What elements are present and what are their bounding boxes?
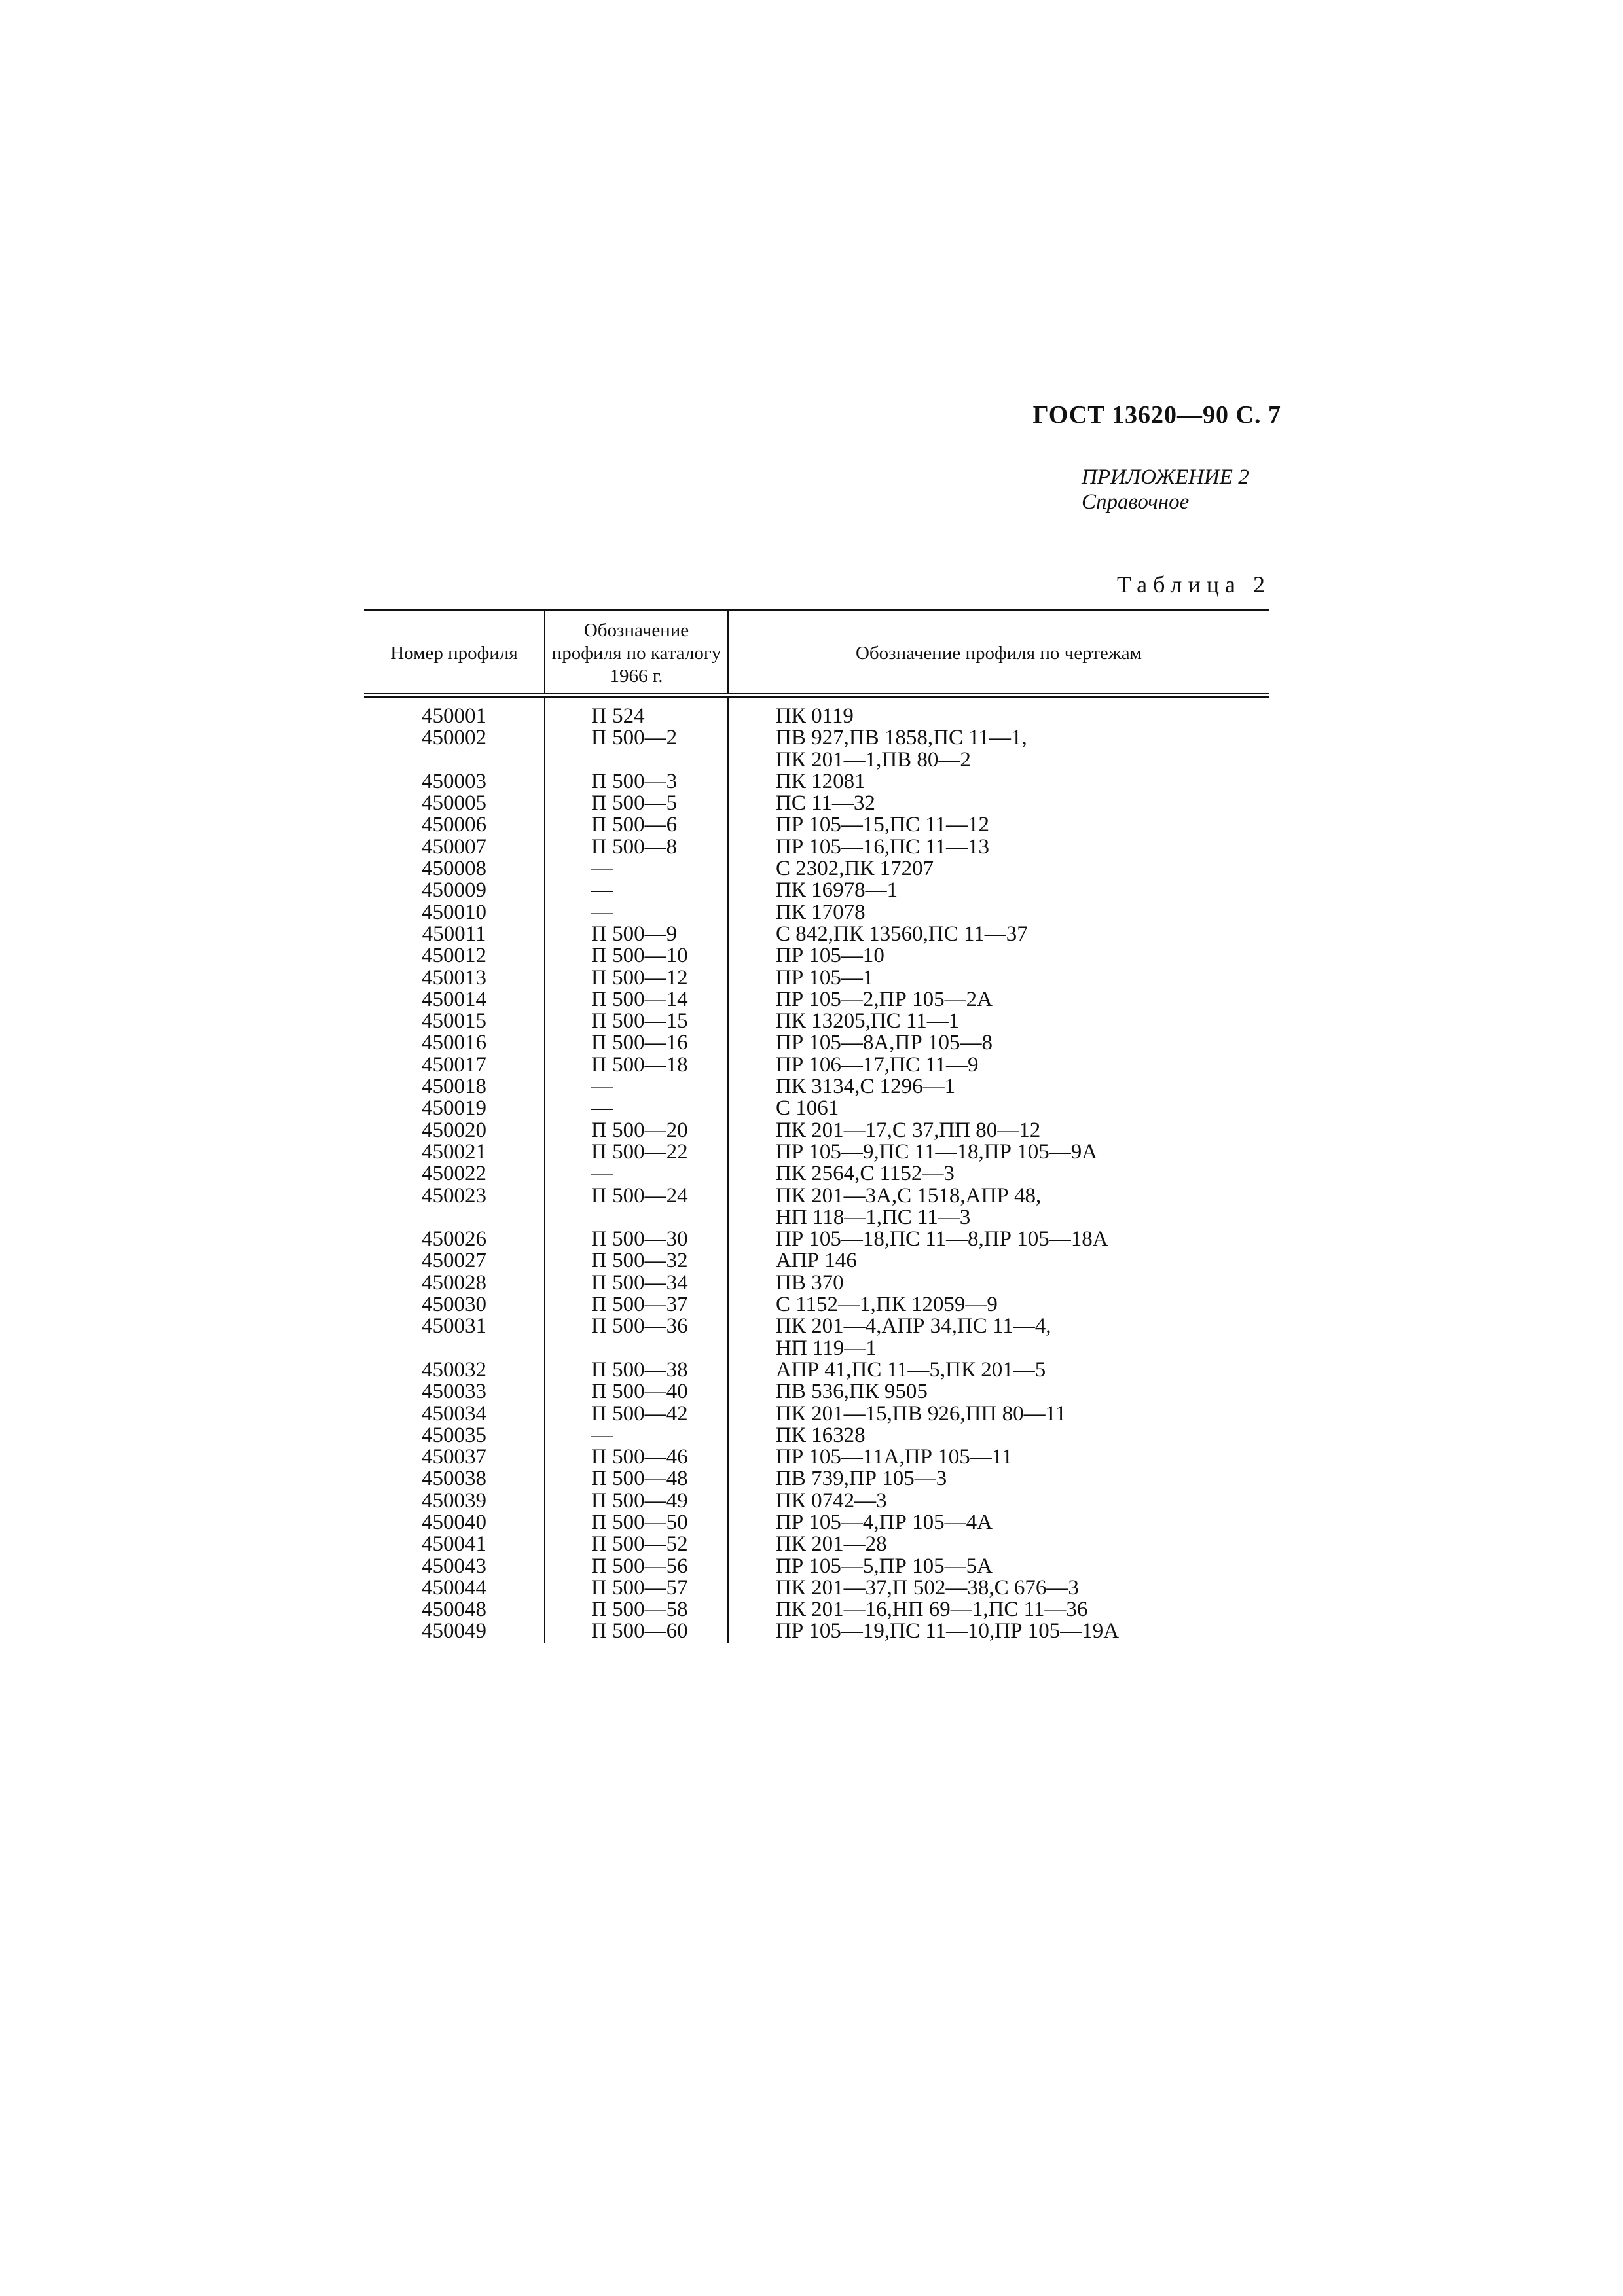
catalog-designation-cell: П 500—24 [545, 1185, 728, 1229]
drawing-designation-cell: ПР 105—16,ПС 11—13 [728, 836, 1269, 858]
catalog-designation-cell: П 500—36 [545, 1316, 728, 1359]
catalog-designation-cell: П 524 [545, 696, 728, 728]
profile-number-cell: 450009 [422, 878, 486, 903]
drawing-designation-cell: ПВ 739,ПР 105—3 [728, 1468, 1269, 1490]
table-row [364, 1556, 1269, 1577]
drawing-designation-cell: ПК 201—16,НП 69—1,ПС 11—36 [728, 1599, 1269, 1621]
catalog-designation-cell: П 500—46 [545, 1446, 728, 1468]
catalog-designation-cell: П 500—49 [545, 1490, 728, 1512]
catalog-designation-cell: П 500—50 [545, 1512, 728, 1534]
profile-number-cell: 450040 [422, 1510, 486, 1534]
drawing-designation-cell: ПР 105—8А,ПР 105—8 [728, 1032, 1269, 1054]
drawing-designation-cell: ПК 17078 [728, 902, 1269, 924]
catalog-designation-cell: П 500—52 [545, 1534, 728, 1555]
drawing-designation-cell: С 1061 [728, 1098, 1269, 1119]
catalog-designation-cell: П 500—56 [545, 1556, 728, 1577]
catalog-designation-cell: П 500—15 [545, 1011, 728, 1032]
profile-number-cell: 450021 [422, 1139, 486, 1164]
catalog-designation-cell: П 500—10 [545, 945, 728, 967]
appendix-block [1082, 465, 1249, 514]
table-row [364, 1272, 1269, 1294]
profile-number-cell: 450013 [422, 965, 486, 990]
table-row [364, 1512, 1269, 1534]
table-row [364, 1468, 1269, 1490]
drawing-designation-cell: ПК 0742—3 [728, 1490, 1269, 1512]
profile-number-cell: 450001 [422, 704, 486, 728]
table-row [364, 727, 1269, 771]
profile-number-cell: 450031 [422, 1314, 486, 1338]
catalog-designation-cell: — [545, 1098, 728, 1119]
profile-number-cell: 450043 [422, 1554, 486, 1578]
catalog-designation-cell: П 500—9 [545, 924, 728, 945]
drawing-designation-cell: ПК 201—4,АПР 34,ПС 11—4, НП 119—1 [728, 1316, 1269, 1359]
drawing-designation-cell: ПК 201—17,С 37,ПП 80—12 [728, 1120, 1269, 1141]
table-row [364, 924, 1269, 945]
catalog-designation-cell: П 500—38 [545, 1359, 728, 1381]
drawing-designation-cell: ПК 201—37,П 502—38,С 676—3 [728, 1577, 1269, 1599]
drawing-designation-cell: ПР 105—4,ПР 105—4А [728, 1512, 1269, 1534]
profile-number-cell: 450019 [422, 1096, 486, 1121]
profile-number-cell: 450010 [422, 900, 486, 924]
profile-number-cell: 450049 [422, 1619, 486, 1643]
catalog-designation-cell: П 500—14 [545, 989, 728, 1011]
catalog-designation-cell: П 500—32 [545, 1250, 728, 1272]
catalog-designation-cell: П 500—6 [545, 814, 728, 836]
table-row [364, 696, 1269, 728]
catalog-designation-cell: — [545, 858, 728, 880]
catalog-designation-cell: П 500—60 [545, 1621, 728, 1642]
profiles-table-wrap [364, 609, 1269, 1643]
profile-number-cell: 450035 [422, 1423, 486, 1447]
drawing-designation-cell: ПК 201—15,ПВ 926,ПП 80—11 [728, 1403, 1269, 1425]
drawing-designation-cell: ПР 105—15,ПС 11—12 [728, 814, 1269, 836]
profile-number-cell: 450041 [422, 1532, 486, 1556]
drawing-designation-cell: АПР 41,ПС 11—5,ПК 201—5 [728, 1359, 1269, 1381]
profile-number-cell: 450030 [422, 1293, 486, 1317]
catalog-designation-cell: — [545, 1076, 728, 1098]
catalog-designation-cell: П 500—37 [545, 1294, 728, 1316]
table-row [364, 1403, 1269, 1425]
catalog-designation-cell: П 500—18 [545, 1054, 728, 1076]
catalog-designation-cell: П 500—57 [545, 1577, 728, 1599]
profile-number-cell: 450020 [422, 1118, 486, 1142]
catalog-designation-cell: П 500—5 [545, 793, 728, 814]
appendix-title: ПРИЛОЖЕНИЕ 2 [1082, 465, 1249, 489]
table-row [364, 1011, 1269, 1032]
catalog-designation-cell: — [545, 880, 728, 901]
table-row [364, 1229, 1269, 1250]
drawing-designation-cell: ПР 105—9,ПС 11—18,ПР 105—9А [728, 1141, 1269, 1163]
drawing-designation-cell: С 1152—1,ПК 12059—9 [728, 1294, 1269, 1316]
table-row [364, 1316, 1269, 1359]
profile-number-cell: 450038 [422, 1467, 486, 1491]
profile-number-cell: 450011 [422, 922, 486, 946]
table-row [364, 858, 1269, 880]
appendix-subtitle: Справочное [1082, 490, 1190, 514]
profile-number-cell: 450032 [422, 1357, 486, 1382]
drawing-designation-cell: ПС 11—32 [728, 793, 1269, 814]
profile-number-cell: 450033 [422, 1380, 486, 1404]
profile-number-cell: 450044 [422, 1575, 486, 1600]
drawing-designation-cell: ПВ 927,ПВ 1858,ПС 11—1, ПК 201—1,ПВ 80—2 [728, 727, 1269, 771]
table-row [364, 814, 1269, 836]
catalog-designation-cell: П 500—34 [545, 1272, 728, 1294]
profiles-table [364, 609, 1269, 1643]
drawing-designation-cell: ПК 0119 [728, 696, 1269, 728]
drawing-designation-cell: ПР 105—2,ПР 105—2А [728, 989, 1269, 1011]
drawing-designation-cell: ПК 16978—1 [728, 880, 1269, 901]
catalog-designation-cell: П 500—8 [545, 836, 728, 858]
drawing-designation-cell: ПР 105—10 [728, 945, 1269, 967]
catalog-designation-cell: П 500—2 [545, 727, 728, 771]
drawing-designation-cell: С 842,ПК 13560,ПС 11—37 [728, 924, 1269, 945]
table-row [364, 1120, 1269, 1141]
profile-number-cell: 450003 [422, 769, 486, 793]
profile-number-cell: 450016 [422, 1031, 486, 1055]
catalog-designation-cell: П 500—3 [545, 771, 728, 793]
profile-number-cell: 450027 [422, 1249, 486, 1273]
column-header-drawing-designation: Обозначение профиля по чертежам [728, 610, 1269, 696]
catalog-designation-cell: П 500—30 [545, 1229, 728, 1250]
table-row [364, 1425, 1269, 1446]
table-row [364, 989, 1269, 1011]
table-row [364, 880, 1269, 901]
table-row [364, 1076, 1269, 1098]
table-row [364, 1446, 1269, 1468]
profile-number-cell: 450018 [422, 1075, 486, 1099]
drawing-designation-cell: ПР 105—11А,ПР 105—11 [728, 1446, 1269, 1468]
table-row [364, 967, 1269, 989]
profile-number-cell: 450048 [422, 1598, 486, 1622]
table-row [364, 902, 1269, 924]
table-row [364, 1250, 1269, 1272]
profile-number-cell: 450017 [422, 1052, 486, 1077]
catalog-designation-cell: П 500—12 [545, 967, 728, 989]
drawing-designation-cell: ПР 105—18,ПС 11—8,ПР 105—18А [728, 1229, 1269, 1250]
table-row [364, 1534, 1269, 1555]
drawing-designation-cell: С 2302,ПК 17207 [728, 858, 1269, 880]
profile-number-cell: 450006 [422, 813, 486, 837]
drawing-designation-cell: АПР 146 [728, 1250, 1269, 1272]
table-row [364, 1098, 1269, 1119]
table-row [364, 1577, 1269, 1599]
catalog-designation-cell: П 500—16 [545, 1032, 728, 1054]
catalog-designation-cell: П 500—58 [545, 1599, 728, 1621]
table-row [364, 1294, 1269, 1316]
drawing-designation-cell: ПВ 536,ПК 9505 [728, 1381, 1269, 1403]
profile-number-cell: 450037 [422, 1445, 486, 1469]
column-header-catalog-designation: Обозначение профиля по каталогу 1966 г. [545, 610, 728, 696]
profile-number-cell: 450023 [422, 1183, 486, 1208]
profile-number-cell: 450014 [422, 987, 486, 1011]
catalog-designation-cell: П 500—48 [545, 1468, 728, 1490]
drawing-designation-cell: ПР 105—19,ПС 11—10,ПР 105—19А [728, 1621, 1269, 1642]
catalog-designation-cell: — [545, 1163, 728, 1185]
profile-number-cell: 450015 [422, 1009, 486, 1033]
table-row [364, 1621, 1269, 1642]
table-body [364, 696, 1269, 1643]
table-row [364, 1599, 1269, 1621]
drawing-designation-cell: ПР 105—5,ПР 105—5А [728, 1556, 1269, 1577]
table-row [364, 1490, 1269, 1512]
drawing-designation-cell: ПВ 370 [728, 1272, 1269, 1294]
drawing-designation-cell: ПК 16328 [728, 1425, 1269, 1446]
table-row [364, 1141, 1269, 1163]
profile-number-cell: 450005 [422, 791, 486, 816]
catalog-designation-cell: — [545, 1425, 728, 1446]
profile-number-cell: 450034 [422, 1401, 486, 1426]
drawing-designation-cell: ПР 105—1 [728, 967, 1269, 989]
table-row [364, 1185, 1269, 1229]
profile-number-cell: 450007 [422, 834, 486, 859]
table-row [364, 1163, 1269, 1185]
table-row [364, 1381, 1269, 1403]
table-row [364, 836, 1269, 858]
profile-number-cell: 450039 [422, 1488, 486, 1513]
drawing-designation-cell: ПР 106—17,ПС 11—9 [728, 1054, 1269, 1076]
page-header: ГОСТ 13620—90 С. 7 [1032, 401, 1281, 429]
profile-number-cell: 450002 [422, 726, 486, 750]
profile-number-cell: 450012 [422, 944, 486, 968]
drawing-designation-cell: ПК 201—3А,С 1518,АПР 48, НП 118—1,ПС 11—3 [728, 1185, 1269, 1229]
table-header-row [364, 610, 1269, 696]
drawing-designation-cell: ПК 2564,С 1152—3 [728, 1163, 1269, 1185]
catalog-designation-cell: П 500—42 [545, 1403, 728, 1425]
column-header-profile-number: Номер профиля [364, 610, 545, 696]
catalog-designation-cell: П 500—40 [545, 1381, 728, 1403]
table-row [364, 1032, 1269, 1054]
table-row [364, 1054, 1269, 1076]
profile-number-cell: 450022 [422, 1162, 486, 1186]
profile-number-cell: 450028 [422, 1270, 486, 1295]
table-row [364, 793, 1269, 814]
drawing-designation-cell: ПК 3134,С 1296—1 [728, 1076, 1269, 1098]
table-row [364, 771, 1269, 793]
catalog-designation-cell: П 500—20 [545, 1120, 728, 1141]
catalog-designation-cell: — [545, 902, 728, 924]
drawing-designation-cell: ПК 12081 [728, 771, 1269, 793]
drawing-designation-cell: ПК 201—28 [728, 1534, 1269, 1555]
table-row [364, 945, 1269, 967]
profile-number-cell: 450026 [422, 1227, 486, 1251]
table-row [364, 1359, 1269, 1381]
table-caption: Таблица 2 [1117, 571, 1271, 598]
drawing-designation-cell: ПК 13205,ПС 11—1 [728, 1011, 1269, 1032]
profile-number-cell: 450008 [422, 857, 486, 881]
catalog-designation-cell: П 500—22 [545, 1141, 728, 1163]
